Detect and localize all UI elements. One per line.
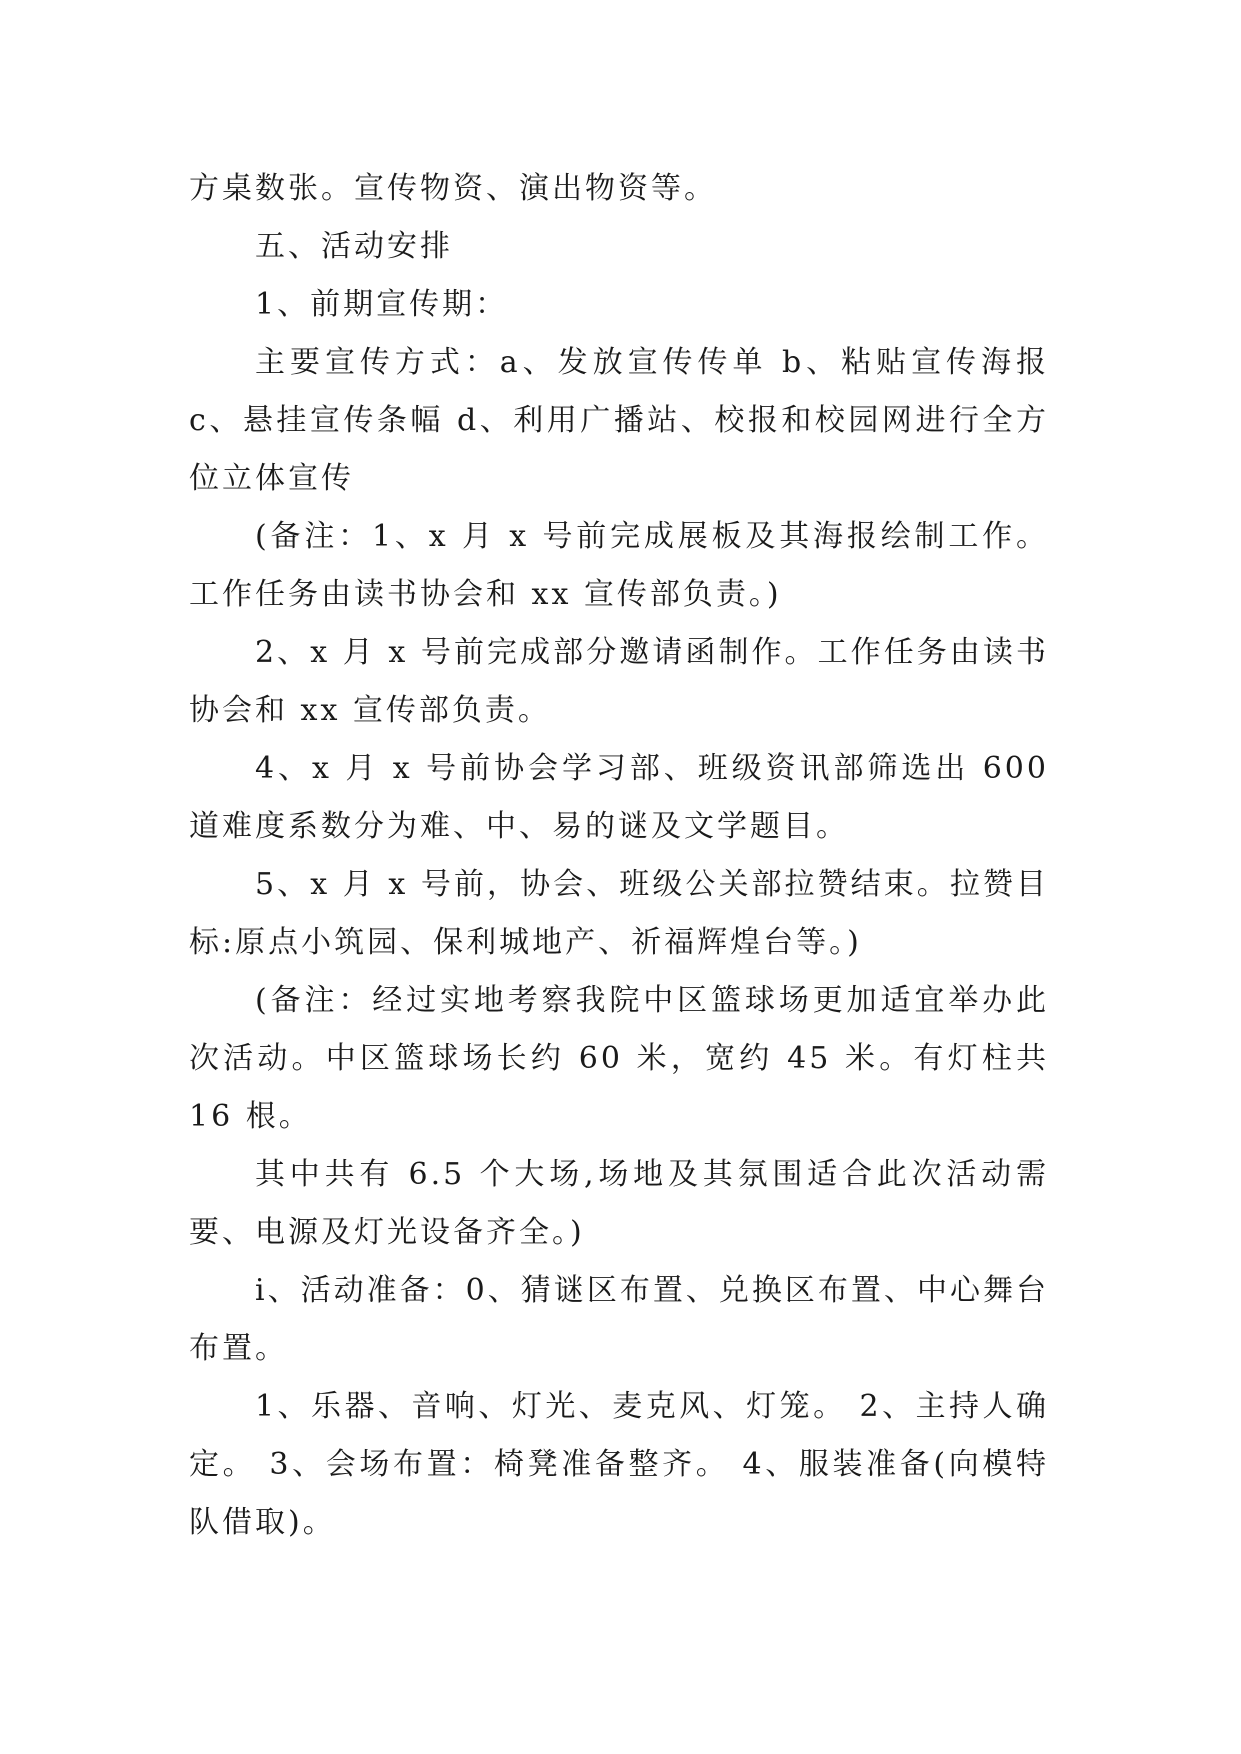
paragraph-promotion-methods: 主要宣传方式：a、发放宣传传单 b、粘贴宣传海报 c、悬挂宣传条幅 d、利用广播站、校报和校园网进行全方位立体宣传 [189,345,1049,496]
paragraph-venue-details: 其中共有 6.5 个大场,场地及其氛围适合此次活动需要、电源及灯光设备齐全。) [189,1157,1049,1250]
section-heading-activity-arrangement: 五、活动安排 [255,229,453,264]
paragraph-equipment-list: 1、乐器、音响、灯光、麦克风、灯笼。 2、主持人确定。 3、会场布置：椅凳准备整齐。 4、服装准备(向模特队借取)。 [189,1389,1049,1540]
paragraph-venue-note: (备注：经过实地考察我院中区篮球场更加适宜举办此次活动。中区篮球场长约 60 米，宽约 45 米。有灯柱共 16 根。 [189,983,1049,1134]
subheading-promotion-period: 1、前期宣传期： [255,287,509,322]
document-body [189,160,1049,1552]
paragraph-riddle-selection: 4、x 月 x 号前协会学习部、班级资讯部筛选出 600 道难度系数分为难、中、易的谜及文学题目。 [189,751,1049,844]
paragraph-note-posters: (备注：1、x 月 x 号前完成展板及其海报绘制工作。工作任务由读书协会和 xx 宣传部负责。) [189,519,1049,612]
paragraph-activity-preparation: i、活动准备：0、猜谜区布置、兑换区布置、中心舞台布置。 [189,1273,1049,1366]
paragraph-materials: 方桌数张。宣传物资、演出物资等。 [189,171,717,206]
paragraph-sponsorship: 5、x 月 x 号前，协会、班级公关部拉赞结束。拉赞目标:原点小筑园、保利城地产、祈福辉煌台等。) [189,867,1049,960]
paragraph-invitations: 2、x 月 x 号前完成部分邀请函制作。工作任务由读书协会和 xx 宣传部负责。 [189,635,1049,728]
